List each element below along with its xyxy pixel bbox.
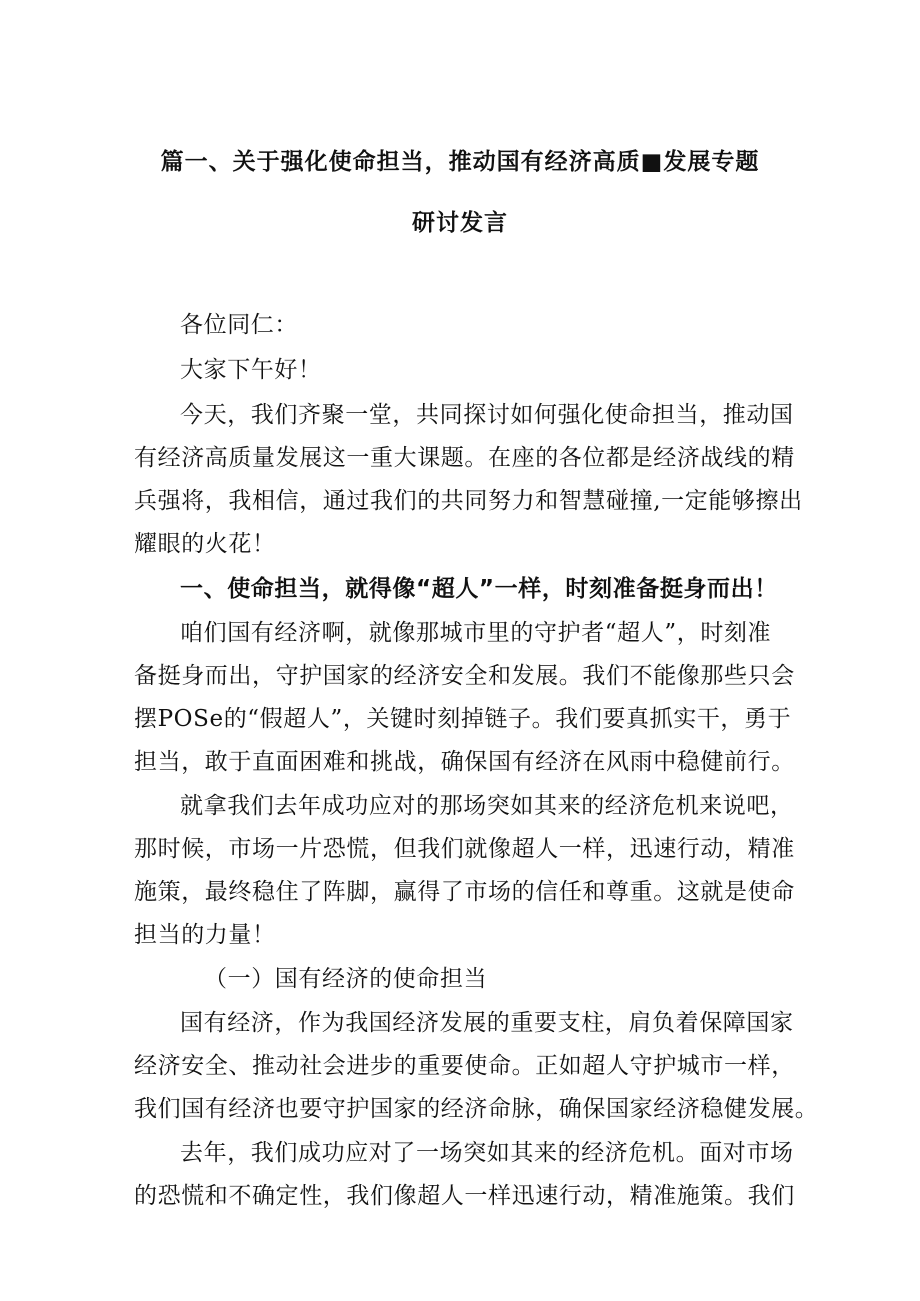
paragraph-line: 那时候，市场一片恐慌，但我们就像超人一样，迅速行动，精准 — [134, 836, 795, 862]
paragraph-line: 耀眼的火花！ — [134, 531, 276, 557]
paragraph-line: 担当的力量！ — [134, 922, 276, 948]
paragraph-line: 今天，我们齐聚一堂，共同探讨如何强化使命担当，推动国 — [180, 402, 794, 428]
section-heading: 一、使命担当，就得像“超人”一样，时刻准备挺身而出！ — [180, 576, 778, 602]
subsection-heading: （一）国有经济的使命担当 — [204, 966, 488, 992]
paragraph-line: 兵强将，我相信，通过我们的共同努力和智慧碰撞,一定能够擦出 — [134, 488, 803, 514]
paragraph-line: 我们国有经济也要守护国家的经济命脉，确保国家经济稳健发展。 — [134, 1096, 819, 1122]
paragraph-line: 摆POSe的“假超人”，关键时刻掉链子。我们要真抓实干，勇于 — [134, 706, 792, 732]
paragraph-line: 担当，敢于直面困难和挑战，确保国有经济在风雨中稳健前行。 — [134, 749, 795, 775]
paragraph-line: 国有经济，作为我国经济发展的重要支柱，肩负着保障国家 — [180, 1010, 794, 1036]
paragraph-line: 就拿我们去年成功应对的那场突如其来的经济危机来说吧， — [180, 793, 794, 819]
paragraph-line: 备挺身而出，守护国家的经济安全和发展。我们不能像那些只会 — [134, 663, 795, 689]
document-title-line2: 研讨发言 — [412, 210, 508, 236]
paragraph-line: 经济安全、推动社会进步的重要使命。正如超人守护城市一样， — [134, 1053, 795, 1079]
paragraph-line: 施策，最终稳住了阵脚，赢得了市场的信任和尊重。这就是使命 — [134, 879, 795, 905]
salutation: 各位同仁： — [180, 312, 298, 338]
paragraph-line: 的恐慌和不确定性，我们像超人一样迅速行动，精准施策。我们 — [134, 1183, 795, 1209]
document-title-line1: 篇一、关于强化使命担当，推动国有经济高质■发展专题 — [160, 149, 760, 175]
paragraph-line: 去年，我们成功应对了一场突如其来的经济危机。面对市场 — [180, 1140, 794, 1166]
greeting: 大家下午好！ — [180, 357, 322, 383]
paragraph-line: 有经济高质量发展这一重大课题。在座的各位都是经济战线的精 — [134, 445, 795, 471]
paragraph-line: 咱们国有经济啊，就像那城市里的守护者“超人”，时刻准 — [180, 620, 772, 646]
